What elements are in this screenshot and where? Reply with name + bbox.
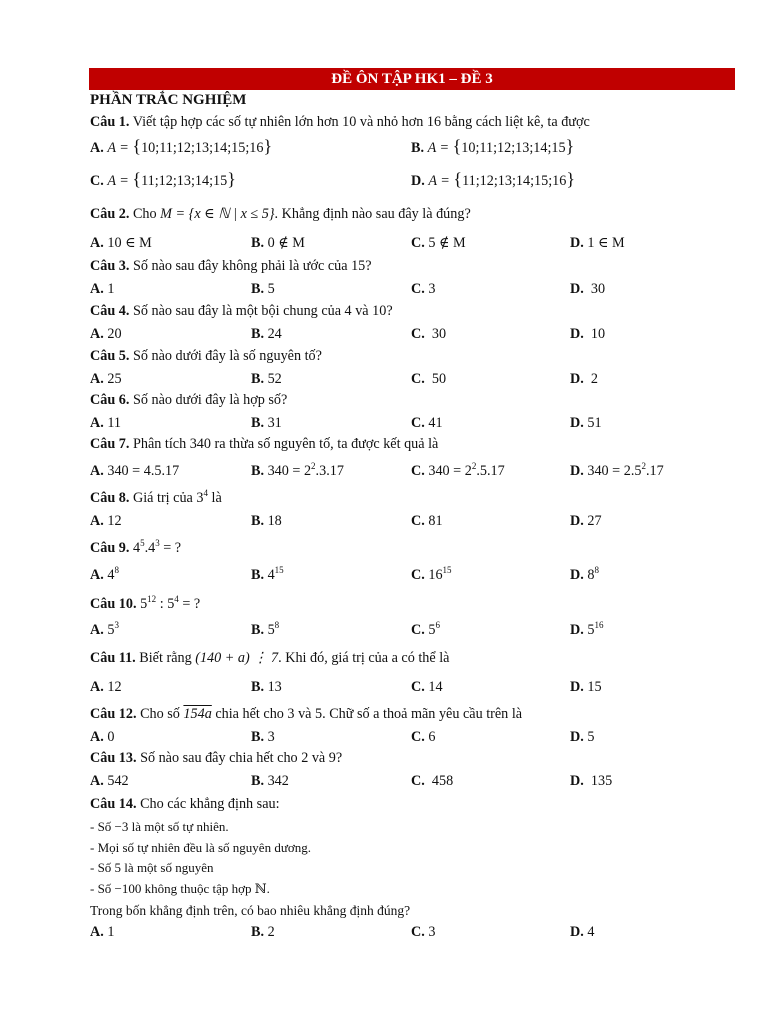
q6-option-d[interactable]: D. 51 — [570, 415, 602, 431]
q1-option-a[interactable]: A. A = {10;11;12;13;14;15;16} — [90, 136, 273, 156]
q7-option-b[interactable]: B. $340 = 2^2.3.17$ — [251, 461, 344, 479]
q6-option-a[interactable]: A. 11 — [90, 415, 122, 431]
q2-option-a[interactable]: A. 10 ∈ M — [90, 235, 152, 251]
q4-option-d[interactable]: D. 10 — [570, 326, 606, 342]
q3-option-a[interactable]: A. 1 — [90, 281, 115, 297]
q8-option-d[interactable]: D. 27 — [570, 513, 602, 529]
q11-option-d[interactable]: D. 15 — [570, 679, 602, 695]
q13-option-a[interactable]: A. 542 — [90, 773, 129, 789]
q10-option-d[interactable]: D. $5^{16}$ — [570, 620, 604, 638]
question-text: Viết tập hợp các số tự nhiên lớn hơn 10 và nhỏ hơn 16 bằng cách liệt kê, ta được — [132, 114, 590, 130]
question-2: Câu 2. Cho M = {x ∈ ℕ | x ≤ 5}. Khẳng định nào sau đây là đúng? — [90, 206, 471, 222]
q8-option-a[interactable]: A. 12 — [90, 513, 122, 529]
q5-option-c[interactable]: C. 50 — [411, 371, 447, 387]
question-12: Câu 12. Cho số 154a chia hết cho 3 và 5. Chữ số a thoả mãn yêu cầu trên là — [90, 706, 523, 722]
question-7: Câu 7. Phân tích 340 ra thừa số nguyên tố, ta được kết quả là — [90, 436, 439, 452]
q3-option-d[interactable]: D. 30 — [570, 281, 606, 297]
q1-option-c[interactable]: C. A = {11;12;13;14;15} — [90, 169, 236, 189]
q4-option-c[interactable]: C. 30 — [411, 326, 447, 342]
question-14: Câu 14. Cho các khẳng định sau: — [90, 796, 280, 812]
q8-option-b[interactable]: B. 18 — [251, 513, 282, 529]
q11-option-a[interactable]: A. 12 — [90, 679, 122, 695]
section-heading: PHẦN TRẮC NGHIỆM — [90, 92, 247, 108]
q4-option-b[interactable]: B. 24 — [251, 326, 282, 342]
q10-option-a[interactable]: A. $5^3$ — [90, 620, 119, 638]
q9-option-c[interactable]: C. $16^{15}$ — [411, 565, 452, 583]
q11-option-c[interactable]: C. 14 — [411, 679, 443, 695]
q5-option-a[interactable]: A. 25 — [90, 371, 122, 387]
q2-option-d[interactable]: D. 1 ∈ M — [570, 235, 625, 251]
question-label: Câu 1. — [90, 114, 130, 130]
q7-option-d[interactable]: D. $340 = 2.5^2.17$ — [570, 461, 664, 479]
q1-option-d[interactable]: D. A = {11;12;13;14;15;16} — [411, 169, 576, 189]
q11-option-b[interactable]: B. 13 — [251, 679, 282, 695]
q1-option-b[interactable]: B. A = {10;11;12;13;14;15} — [411, 136, 575, 156]
q9-option-b[interactable]: B. $4^{15}$ — [251, 565, 284, 583]
statement-2: - Mọi số tự nhiên đều là số nguyên dương. — [90, 840, 311, 855]
q8-option-c[interactable]: C. 81 — [411, 513, 443, 529]
q13-option-b[interactable]: B. 342 — [251, 773, 289, 789]
q13-option-c[interactable]: C. 458 — [411, 773, 454, 789]
q3-option-c[interactable]: C. 3 — [411, 281, 436, 297]
question-8: Câu 8. Giá trị của $3^4$ là — [90, 488, 222, 506]
math-expression: (140 + a) ⋮ 7 — [195, 650, 279, 666]
q7-option-c[interactable]: C. $340 = 2^2.5.17$ — [411, 461, 505, 479]
q6-option-b[interactable]: B. 31 — [251, 415, 282, 431]
q13-option-d[interactable]: D. 135 — [570, 773, 613, 789]
overlined-number: 154a — [183, 706, 212, 722]
q14-option-c[interactable]: C. 3 — [411, 924, 436, 940]
question-13: Câu 13. Số nào sau đây chia hết cho 2 và 9? — [90, 750, 343, 766]
question-5: Câu 5. Số nào dưới đây là số nguyên tố? — [90, 348, 322, 364]
question-4: Câu 4. Số nào sau đây là một bội chung của 4 và 10? — [90, 303, 393, 319]
question-3: Câu 3. Số nào sau đây không phải là ước của 15? — [90, 258, 372, 274]
q9-option-d[interactable]: D. $8^8$ — [570, 565, 599, 583]
q9-option-a[interactable]: A. $4^8$ — [90, 565, 119, 583]
question-14-prompt: Trong bốn khẳng định trên, có bao nhiêu khẳng định đúng? — [90, 903, 411, 918]
page-title-banner — [89, 68, 735, 90]
q12-option-a[interactable]: A. 0 — [90, 729, 115, 745]
q5-option-d[interactable]: D. 2 — [570, 371, 598, 387]
q10-option-c[interactable]: C. $5^6$ — [411, 620, 440, 638]
q14-option-b[interactable]: B. 2 — [251, 924, 275, 940]
page-title: ĐỀ ÔN TẬP HK1 – ĐỀ 3 — [331, 71, 493, 87]
question-10: Câu 10. $5^{12}$ : $5^4$ = ? — [90, 594, 201, 612]
q2-option-b[interactable]: B. 0 ∉ M — [251, 235, 305, 251]
question-11: Câu 11. Biết rằng (140 + a) ⋮ 7. Khi đó, giá trị của a có thể là — [90, 650, 450, 666]
q14-option-d[interactable]: D. 4 — [570, 924, 595, 940]
q12-option-c[interactable]: C. 6 — [411, 729, 436, 745]
statement-4: - Số −100 không thuộc tập hợp ℕ. — [90, 881, 270, 896]
statement-1: - Số −3 là một số tự nhiên. — [90, 819, 229, 834]
q7-option-a[interactable]: A. 340 = 4.5.17 — [90, 463, 180, 479]
question-1 — [90, 114, 590, 131]
q4-option-a[interactable]: A. 20 — [90, 326, 122, 342]
q6-option-c[interactable]: C. 41 — [411, 415, 443, 431]
q12-option-d[interactable]: D. 5 — [570, 729, 595, 745]
question-9: Câu 9. $4^5.4^3$ = ? — [90, 538, 182, 556]
q14-option-a[interactable]: A. 1 — [90, 924, 115, 940]
q12-option-b[interactable]: B. 3 — [251, 729, 275, 745]
set-expression: M = {x ∈ ℕ | x ≤ 5} — [160, 206, 275, 222]
statement-3: - Số 5 là một số nguyên — [90, 860, 214, 875]
q3-option-b[interactable]: B. 5 — [251, 281, 275, 297]
question-6: Câu 6. Số nào dưới đây là hợp số? — [90, 392, 288, 408]
q5-option-b[interactable]: B. 52 — [251, 371, 282, 387]
q10-option-b[interactable]: B. $5^8$ — [251, 620, 280, 638]
q2-option-c[interactable]: C. 5 ∉ M — [411, 235, 466, 251]
